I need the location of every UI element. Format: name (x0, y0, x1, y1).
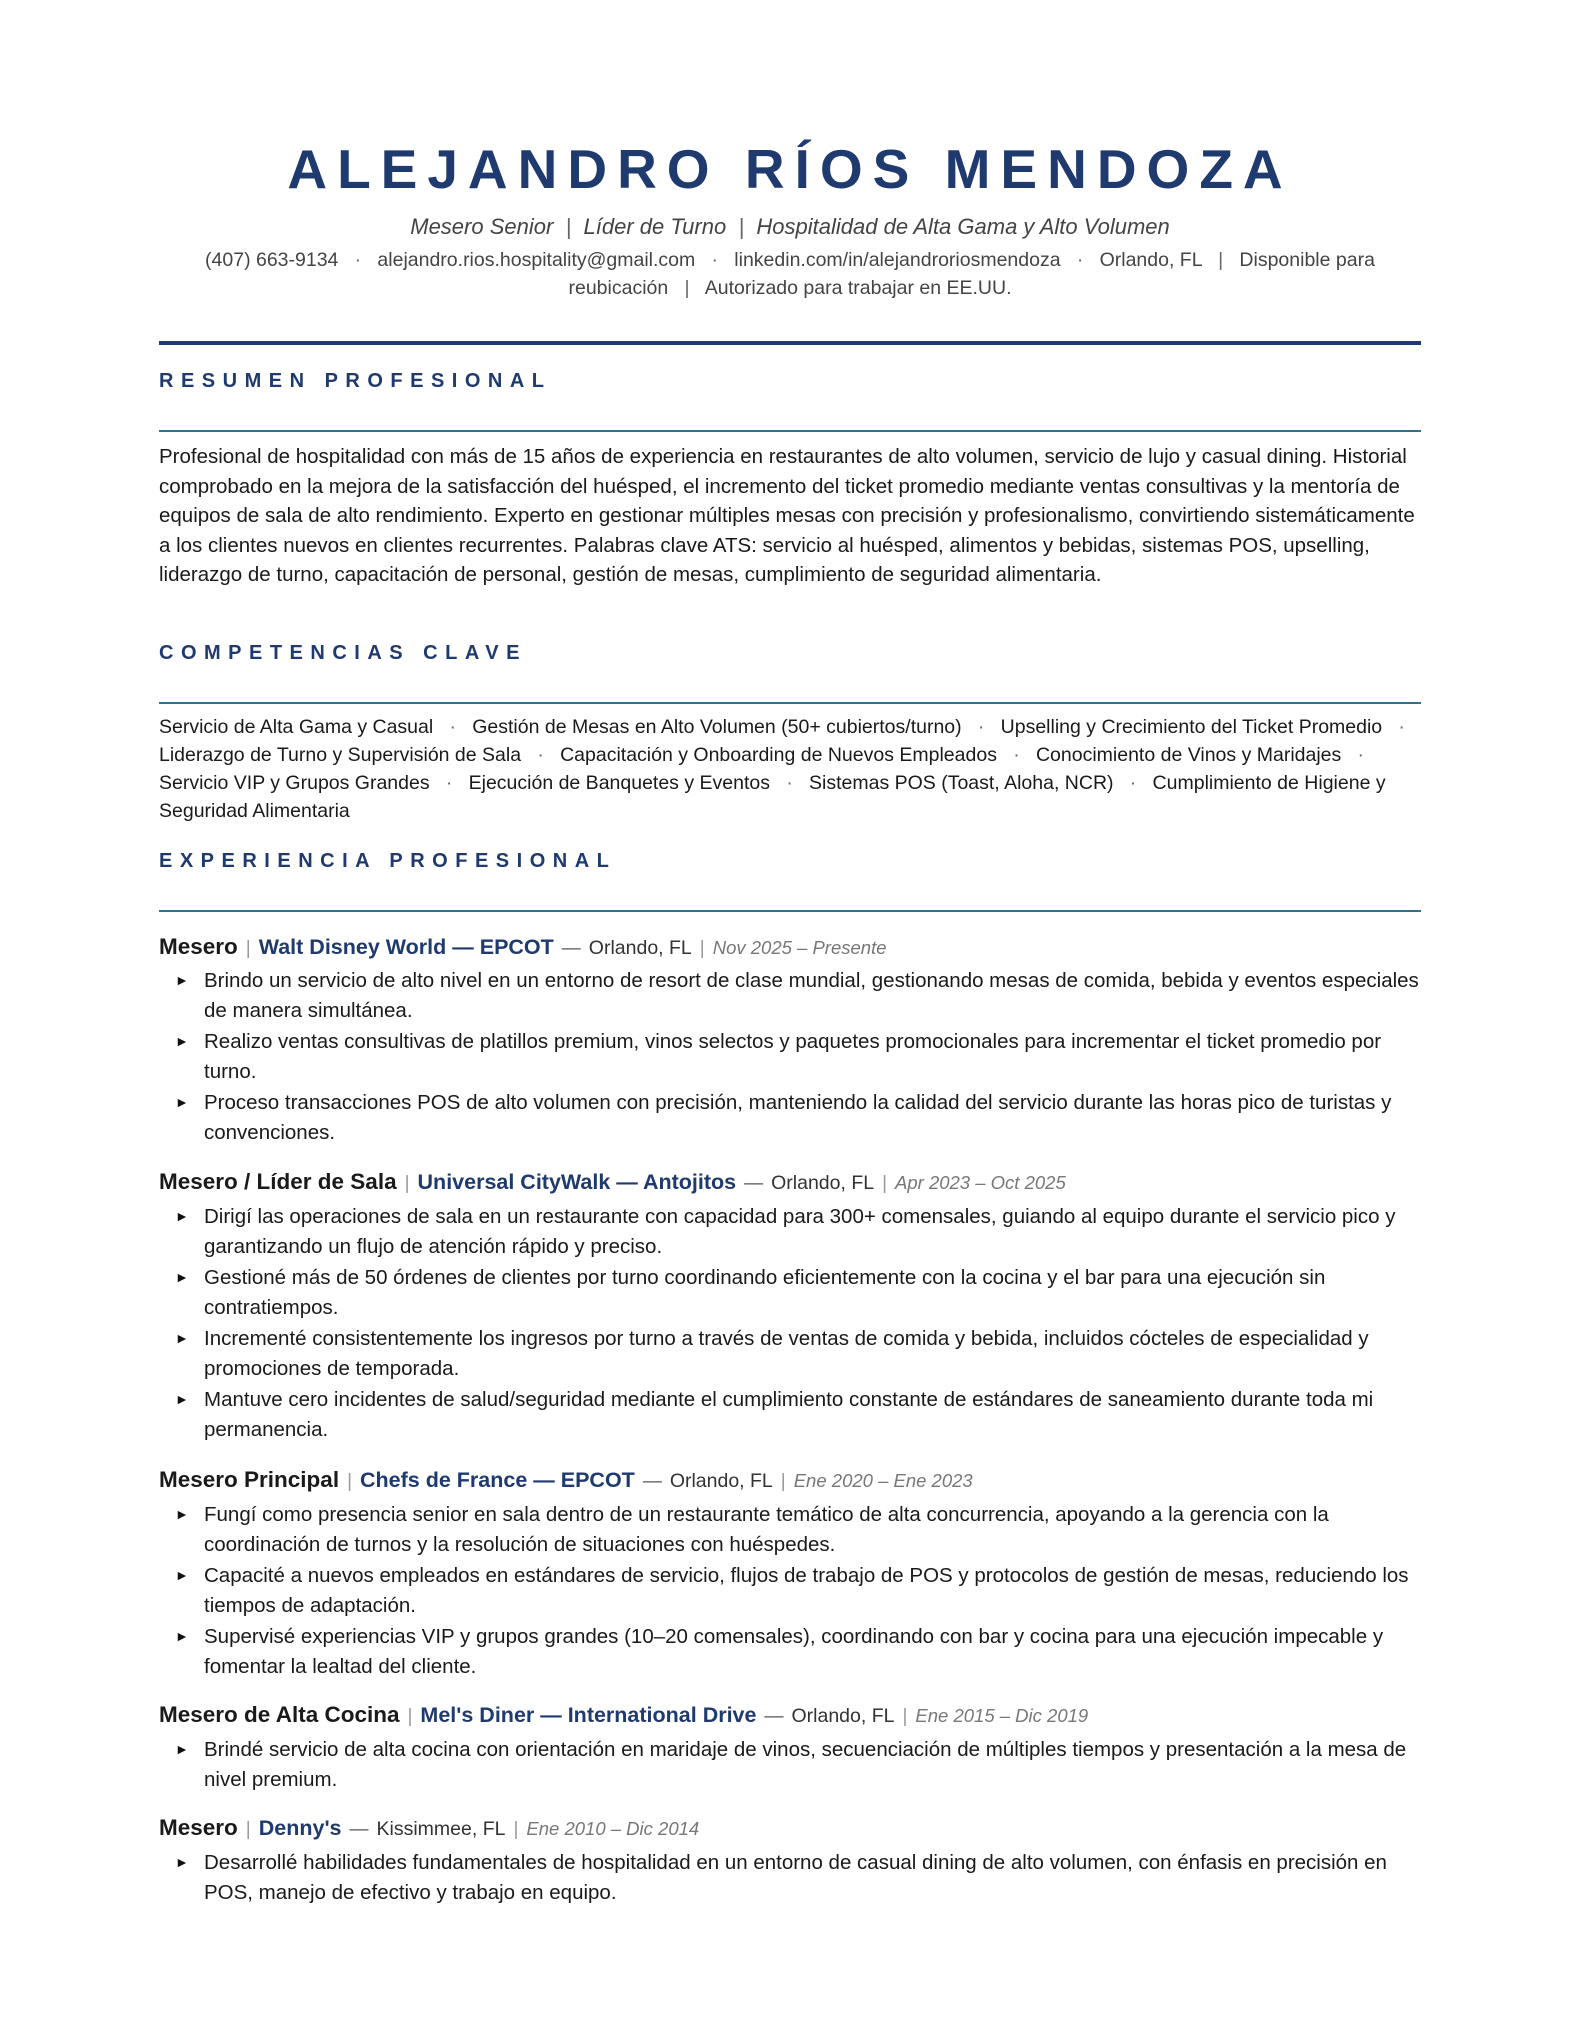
competency-separator: · (526, 744, 555, 766)
bullet-text: Supervisé experiencias VIP y grupos grandes (10–20 comensales), coordinando con bar y cocina para una ejecución impecable y fomentar la lealtad del cliente. (204, 1625, 1384, 1678)
job-bullets (159, 1735, 1421, 1796)
bullet-text: Desarrollé habilidades fundamentales de hospitalidad en un entorno de casual dining de alto volumen, con énfasis en precisión en POS, manejo de efectivo y trabajo en equipo. (204, 1851, 1387, 1904)
contact-separator: · (343, 249, 372, 271)
job-dates: Ene 2015 – Dic 2019 (915, 1705, 1089, 1726)
job-bullet (159, 1622, 1421, 1681)
subtitle-role-1: Mesero Senior (410, 214, 554, 239)
bullet-text: Mantuve cero incidentes de salud/seguridad mediante el cumplimiento constante de estándares de saneamiento durante toda mi permanencia. (204, 1388, 1374, 1441)
job-separator: | (245, 1819, 251, 1840)
experience-section-title: EXPERIENCIA PROFESIONAL (159, 850, 617, 872)
subtitle-separator: | (559, 214, 578, 239)
competency-item: Capacitación y Onboarding de Nuevos Empleados (560, 744, 997, 766)
job-bullets (159, 1848, 1421, 1909)
bullet-text: Gestioné más de 50 órdenes de clientes por turno coordinando eficientemente con la cocina y el bar para una ejecución sin contratiempos. (204, 1266, 1326, 1319)
job-separator: | (882, 1173, 888, 1194)
contact-location: Orlando, FL (1099, 249, 1202, 271)
job-bullet (159, 1848, 1421, 1907)
job-bullet (159, 1088, 1421, 1147)
bullet-arrow-icon: ► (175, 1506, 189, 1522)
job-bullet (159, 1500, 1421, 1559)
bullet-text: Brindé servicio de alta cocina con orientación en maridaje de vinos, secuenciación de múltiples tiempos y presentación a la mesa de nivel premium. (204, 1738, 1407, 1791)
competency-separator: · (1118, 772, 1148, 794)
experience-divider (159, 910, 1421, 912)
competency-separator: · (1387, 716, 1416, 738)
competency-item: Cumplimiento de Higiene y Seguridad Alimentaria (159, 772, 1386, 822)
bullet-arrow-icon: ► (175, 1741, 189, 1757)
job-separator: — (764, 1706, 784, 1727)
job-company: Universal CityWalk — Antojitos (417, 1170, 737, 1194)
job-location: Orlando, FL (771, 1172, 875, 1194)
competency-item: Upselling y Crecimiento del Ticket Promedio (1000, 716, 1383, 738)
bullet-arrow-icon: ► (175, 1208, 189, 1224)
bullet-arrow-icon: ► (175, 1094, 189, 1110)
job-bullet (159, 1202, 1421, 1261)
contact-linkedin[interactable]: linkedin.com/in/alejandroriosmendoza (734, 249, 1061, 271)
contact-email[interactable]: alejandro.rios.hospitality@gmail.com (377, 249, 696, 271)
job-separator: | (699, 938, 705, 959)
job-header (159, 1813, 1421, 1846)
competency-item: Liderazgo de Turno y Supervisión de Sala (159, 744, 522, 766)
bullet-arrow-icon: ► (175, 1854, 189, 1870)
contact-separator: · (700, 249, 729, 271)
job-separator: | (902, 1706, 908, 1727)
bullet-text: Dirigí las operaciones de sala en un restaurante con capacidad para 300+ comensales, guiando al equipo durante el servicio pico y garantizando un flujo de atención rápido y preciso. (204, 1205, 1396, 1258)
competency-separator: · (1346, 744, 1375, 766)
job-location: Orlando, FL (791, 1705, 895, 1727)
contact-separator: | (673, 277, 701, 299)
job-separator: | (245, 938, 251, 959)
job-bullet (159, 1561, 1421, 1620)
job-dates: Nov 2025 – Presente (712, 937, 887, 958)
candidate-subtitle (159, 212, 1421, 242)
job-location: Orlando, FL (588, 937, 692, 959)
job-separator: — (561, 938, 581, 959)
bullet-text: Capacité a nuevos empleados en estándares de servicio, flujos de trabajo de POS y protocolos de gestión de mesas, reduciendo los tiempos de adaptación. (204, 1564, 1409, 1617)
job-separator: | (347, 1471, 353, 1492)
job-header (159, 1167, 1421, 1200)
job-title: Mesero Principal (159, 1467, 340, 1492)
contact-relocation: Disponible para reubicación (568, 249, 1375, 299)
job-company: Mel's Diner — International Drive (420, 1703, 757, 1727)
job-company: Chefs de France — EPCOT (360, 1468, 635, 1492)
bullet-arrow-icon: ► (175, 1330, 189, 1346)
job-title: Mesero (159, 934, 238, 959)
job-bullets (159, 1202, 1421, 1446)
job-header (159, 1465, 1421, 1498)
competency-item: Gestión de Mesas en Alto Volumen (50+ cubiertos/turno) (472, 716, 962, 738)
competency-separator: · (775, 772, 804, 794)
header-divider (159, 341, 1421, 345)
job-separator: | (407, 1706, 413, 1727)
job-title: Mesero (159, 1815, 238, 1840)
competency-item: Servicio VIP y Grupos Grandes (159, 772, 430, 794)
competencies-list (159, 713, 1421, 825)
competency-separator: · (1002, 744, 1031, 766)
contact-separator: | (1207, 249, 1234, 271)
contact-separator: · (1065, 249, 1095, 271)
job-separator: — (349, 1819, 369, 1840)
job-separator: — (642, 1471, 662, 1492)
job-dates: Ene 2010 – Dic 2014 (526, 1818, 700, 1839)
job-bullets (159, 1500, 1421, 1683)
bullet-arrow-icon: ► (175, 972, 189, 988)
job-dates: Apr 2023 – Oct 2025 (895, 1172, 1066, 1193)
competency-separator: · (967, 716, 996, 738)
competencies-divider (159, 702, 1421, 704)
job-dates: Ene 2020 – Ene 2023 (793, 1470, 973, 1491)
contact-phone[interactable]: (407) 663-9134 (205, 249, 339, 271)
job-separator: | (780, 1471, 786, 1492)
job-header (159, 1700, 1421, 1733)
job-separator: | (513, 1819, 519, 1840)
bullet-text: Incrementé consistentemente los ingresos por turno a través de ventas de comida y bebida, incluidos cócteles de especialidad y promociones de temporada. (204, 1327, 1369, 1380)
job-company: Denny's (258, 1816, 342, 1840)
contact-authorization: Autorizado para trabajar en EE.UU. (704, 277, 1012, 299)
job-title: Mesero de Alta Cocina (159, 1702, 400, 1727)
candidate-name: ALEJANDRO RÍOS MENDOZA (287, 138, 1293, 200)
job-bullet (159, 1735, 1421, 1794)
competency-item: Ejecución de Banquetes y Eventos (468, 772, 770, 794)
competency-item: Conocimiento de Vinos y Maridajes (1035, 744, 1342, 766)
summary-divider (159, 430, 1421, 432)
subtitle-role-2: Líder de Turno (583, 214, 727, 239)
bullet-text: Realizo ventas consultivas de platillos premium, vinos selectos y paquetes promocionales para incrementar el ticket promedio por turno. (204, 1030, 1382, 1083)
contact-line (179, 246, 1401, 302)
job-bullet (159, 1263, 1421, 1322)
job-bullets (159, 966, 1421, 1149)
competency-separator: · (438, 716, 467, 738)
bullet-text: Fungí como presencia senior en sala dentro de un restaurante temático de alta concurrencia, apoyando a la gerencia con la coordinación de turnos y la resolución de situaciones con huéspedes. (204, 1503, 1329, 1556)
bullet-arrow-icon: ► (175, 1033, 189, 1049)
job-separator: — (744, 1173, 764, 1194)
competency-separator: · (435, 772, 464, 794)
job-title: Mesero / Líder de Sala (159, 1169, 397, 1194)
competency-item: Sistemas POS (Toast, Aloha, NCR) (809, 772, 1114, 794)
bullet-arrow-icon: ► (175, 1269, 189, 1285)
subtitle-role-3: Hospitalidad de Alta Gama y Alto Volumen (756, 214, 1170, 239)
competencies-section-title: COMPETENCIAS CLAVE (159, 642, 527, 664)
job-company: Walt Disney World — EPCOT (258, 935, 554, 959)
job-separator: | (404, 1173, 410, 1194)
job-location: Orlando, FL (669, 1470, 773, 1492)
job-bullet (159, 1385, 1421, 1444)
job-bullet (159, 1324, 1421, 1383)
bullet-arrow-icon: ► (175, 1567, 189, 1583)
summary-text: Profesional de hospitalidad con más de 15 años de experiencia en restaurantes de alto volumen, servicio de lujo y casual dining. Historial comprobado en la mejora de la satisfacción del huésped, el incremento del ticket promedio mediante ventas consultivas y la mentoría de equipos de sala de alto rendimiento. Experto en gestionar múltiples mesas con precisión y profesionalismo, convirtiendo sistemáticamente a los clientes nuevos en clientes recurrentes. Palabras clave ATS: servicio al huésped, alimentos y bebidas, sistemas POS, upselling, liderazgo de turno, capacitación de personal, gestión de mesas, cumplimiento de seguridad alimentaria. (159, 445, 1415, 586)
job-bullet (159, 1027, 1421, 1086)
bullet-text: Brindo un servicio de alto nivel en un entorno de resort de clase mundial, gestionando mesas de comida, bebida y eventos especiales de manera simultánea. (204, 969, 1419, 1022)
job-bullet (159, 966, 1421, 1025)
bullet-text: Proceso transacciones POS de alto volumen con precisión, manteniendo la calidad del servicio durante las horas pico de turistas y convenciones. (204, 1091, 1392, 1144)
job-header (159, 932, 1421, 965)
bullet-arrow-icon: ► (175, 1628, 189, 1644)
job-location: Kissimmee, FL (376, 1818, 506, 1840)
subtitle-separator: | (732, 214, 751, 239)
summary-section-title: RESUMEN PROFESIONAL (159, 370, 552, 392)
bullet-arrow-icon: ► (175, 1391, 189, 1407)
competency-item: Servicio de Alta Gama y Casual (159, 716, 434, 738)
